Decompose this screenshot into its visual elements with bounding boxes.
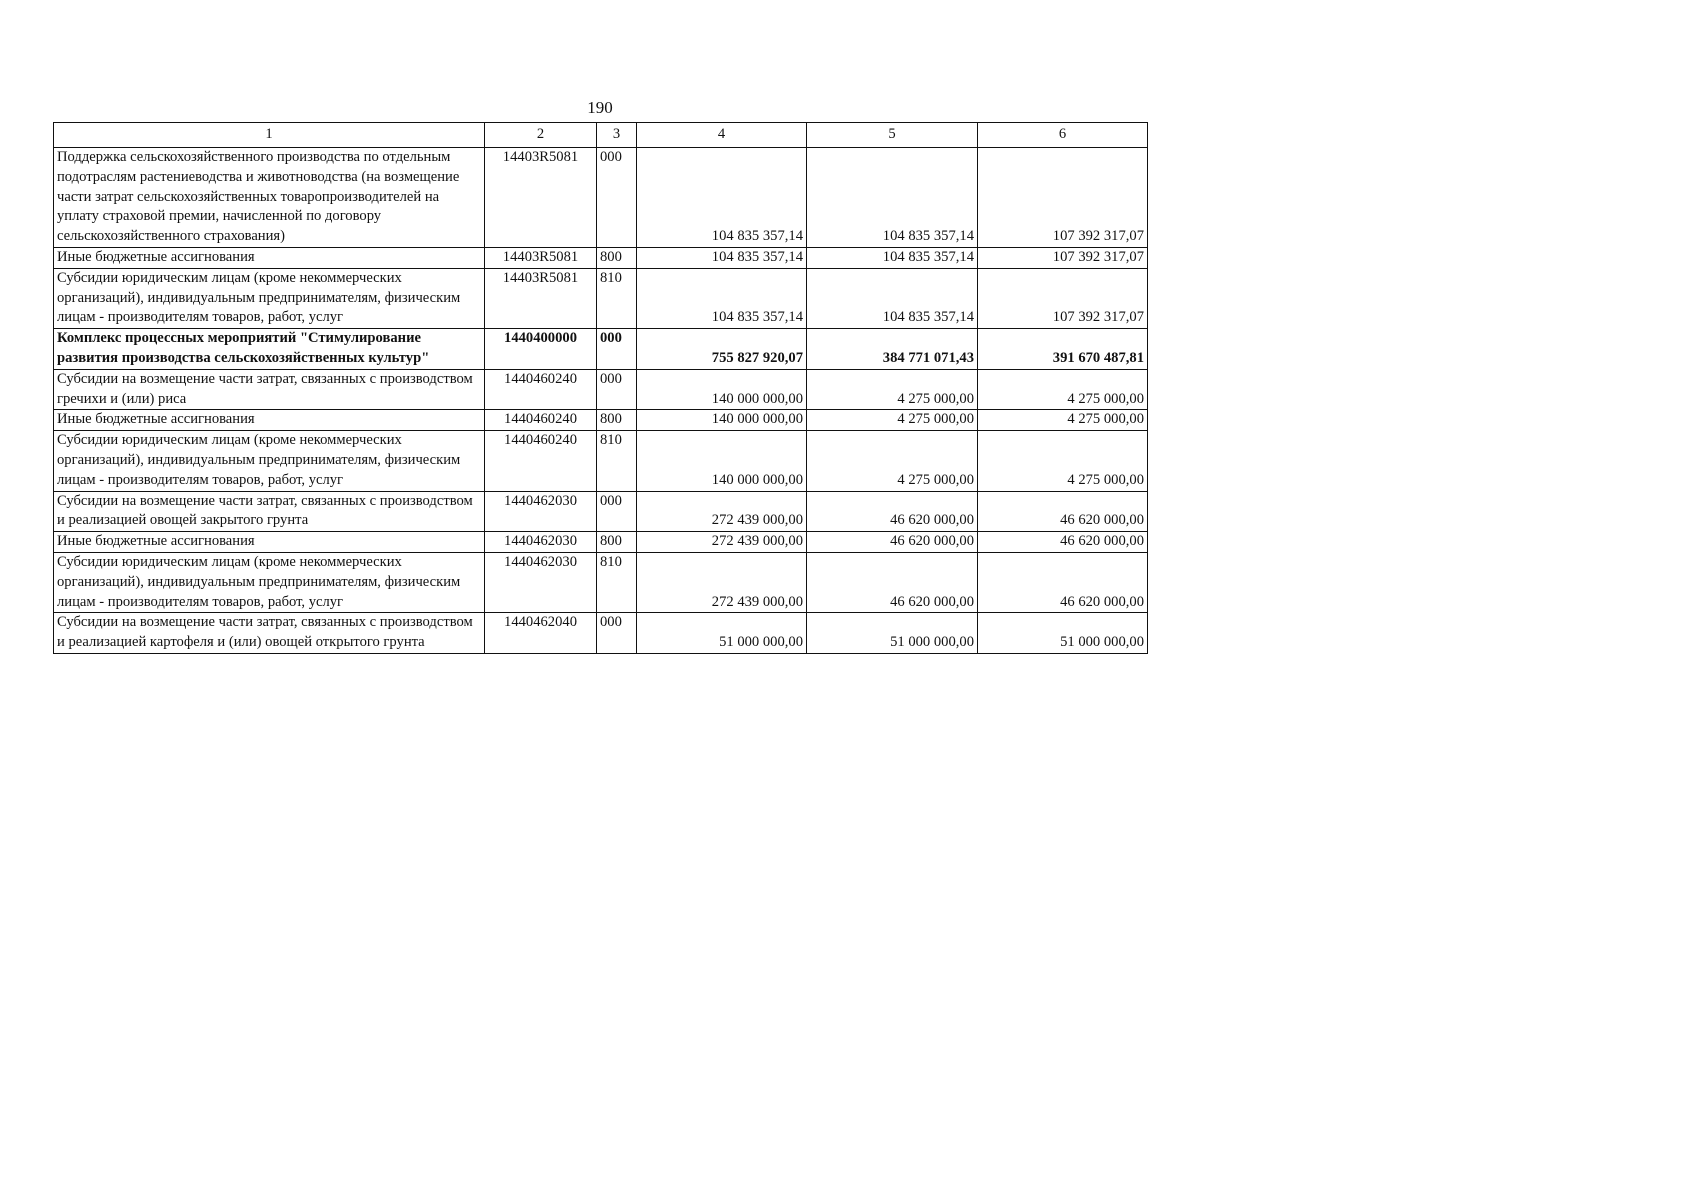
- table-row: [54, 410, 1148, 431]
- table-header-row: [54, 123, 1148, 148]
- row-value-col4-cell: 140 000 000,00: [637, 369, 807, 410]
- table-row: [54, 148, 1148, 248]
- table-row: [54, 552, 1148, 612]
- table-row: [54, 491, 1148, 532]
- row-name-cell: Субсидии юридическим лицам (кроме некоммерческих организаций), индивидуальным предпринимателям, физическим лицам - производителям товаров, работ, услуг: [54, 431, 485, 491]
- row-code-cell: 1440400000: [485, 329, 597, 370]
- row-value-col5-cell: 4 275 000,00: [807, 431, 978, 491]
- column-header: 5: [807, 123, 978, 148]
- column-header: 2: [485, 123, 597, 148]
- row-value-col4-cell: 755 827 920,07: [637, 329, 807, 370]
- row-value-col6-cell: 46 620 000,00: [978, 552, 1148, 612]
- table-row: [54, 532, 1148, 553]
- row-value-col6-cell: 107 392 317,07: [978, 247, 1148, 268]
- column-header: 4: [637, 123, 807, 148]
- row-type-cell: 810: [597, 552, 637, 612]
- row-value-col6-cell: 4 275 000,00: [978, 369, 1148, 410]
- row-type-cell: 000: [597, 613, 637, 654]
- row-value-col4-cell: 272 439 000,00: [637, 552, 807, 612]
- table-row: [54, 268, 1148, 328]
- row-code-cell: 1440460240: [485, 369, 597, 410]
- column-header: 6: [978, 123, 1148, 148]
- row-type-cell: 000: [597, 491, 637, 532]
- row-name-cell: Субсидии на возмещение части затрат, связанных с производством гречихи и (или) риса: [54, 369, 485, 410]
- row-value-col4-cell: 104 835 357,14: [637, 148, 807, 248]
- row-value-col6-cell: 391 670 487,81: [978, 329, 1148, 370]
- table-row: [54, 369, 1148, 410]
- row-name-cell: Субсидии на возмещение части затрат, связанных с производством и реализацией овощей закрытого грунта: [54, 491, 485, 532]
- row-type-cell: 810: [597, 268, 637, 328]
- row-value-col5-cell: 46 620 000,00: [807, 532, 978, 553]
- row-value-col4-cell: 272 439 000,00: [637, 532, 807, 553]
- row-value-col5-cell: 4 275 000,00: [807, 369, 978, 410]
- row-value-col4-cell: 104 835 357,14: [637, 247, 807, 268]
- row-value-col6-cell: 107 392 317,07: [978, 268, 1148, 328]
- row-code-cell: 1440460240: [485, 431, 597, 491]
- row-type-cell: 000: [597, 329, 637, 370]
- table-row: [54, 431, 1148, 491]
- row-value-col6-cell: 107 392 317,07: [978, 148, 1148, 248]
- row-value-col6-cell: 4 275 000,00: [978, 410, 1148, 431]
- row-value-col5-cell: 46 620 000,00: [807, 552, 978, 612]
- row-value-col4-cell: 140 000 000,00: [637, 431, 807, 491]
- row-code-cell: 1440462030: [485, 491, 597, 532]
- row-value-col6-cell: 4 275 000,00: [978, 431, 1148, 491]
- row-value-col6-cell: 46 620 000,00: [978, 491, 1148, 532]
- row-name-cell: Субсидии юридическим лицам (кроме некоммерческих организаций), индивидуальным предпринимателям, физическим лицам - производителям товаров, работ, услуг: [54, 552, 485, 612]
- row-code-cell: 1440462040: [485, 613, 597, 654]
- row-code-cell: 1440460240: [485, 410, 597, 431]
- row-value-col6-cell: 46 620 000,00: [978, 532, 1148, 553]
- row-code-cell: 14403R5081: [485, 247, 597, 268]
- row-value-col5-cell: 104 835 357,14: [807, 148, 978, 248]
- column-header: 1: [54, 123, 485, 148]
- row-type-cell: 000: [597, 369, 637, 410]
- row-code-cell: 1440462030: [485, 532, 597, 553]
- row-code-cell: 1440462030: [485, 552, 597, 612]
- table-row: [54, 247, 1148, 268]
- row-name-cell: Поддержка сельскохозяйственного производства по отдельным подотраслям растениеводства и животноводства (на возмещение части затрат сельскохозяйственных товаропроизводителей на уплату страховой премии, начисленной по договору сельскохозяйственного страхования): [54, 148, 485, 248]
- page-number: 190: [587, 98, 613, 117]
- row-value-col4-cell: 140 000 000,00: [637, 410, 807, 431]
- row-name-cell: Иные бюджетные ассигнования: [54, 532, 485, 553]
- row-type-cell: 000: [597, 148, 637, 248]
- row-value-col4-cell: 104 835 357,14: [637, 268, 807, 328]
- row-name-cell: Иные бюджетные ассигнования: [54, 247, 485, 268]
- row-name-cell: Субсидии на возмещение части затрат, связанных с производством и реализацией картофеля и (или) овощей открытого грунта: [54, 613, 485, 654]
- row-code-cell: 14403R5081: [485, 148, 597, 248]
- row-value-col5-cell: 104 835 357,14: [807, 247, 978, 268]
- table-row: [54, 329, 1148, 370]
- row-type-cell: 800: [597, 410, 637, 431]
- row-type-cell: 800: [597, 247, 637, 268]
- row-name-cell: Иные бюджетные ассигнования: [54, 410, 485, 431]
- row-value-col4-cell: 51 000 000,00: [637, 613, 807, 654]
- row-name-cell: Комплекс процессных мероприятий "Стимулирование развития производства сельскохозяйственных культур": [54, 329, 485, 370]
- row-value-col5-cell: 4 275 000,00: [807, 410, 978, 431]
- row-code-cell: 14403R5081: [485, 268, 597, 328]
- row-value-col5-cell: 51 000 000,00: [807, 613, 978, 654]
- budget-table: [53, 122, 1148, 654]
- row-type-cell: 810: [597, 431, 637, 491]
- row-value-col4-cell: 272 439 000,00: [637, 491, 807, 532]
- column-header: 3: [597, 123, 637, 148]
- row-value-col6-cell: 51 000 000,00: [978, 613, 1148, 654]
- row-name-cell: Субсидии юридическим лицам (кроме некоммерческих организаций), индивидуальным предпринимателям, физическим лицам - производителям товаров, работ, услуг: [54, 268, 485, 328]
- row-type-cell: 800: [597, 532, 637, 553]
- row-value-col5-cell: 384 771 071,43: [807, 329, 978, 370]
- table-row: [54, 613, 1148, 654]
- row-value-col5-cell: 104 835 357,14: [807, 268, 978, 328]
- row-value-col5-cell: 46 620 000,00: [807, 491, 978, 532]
